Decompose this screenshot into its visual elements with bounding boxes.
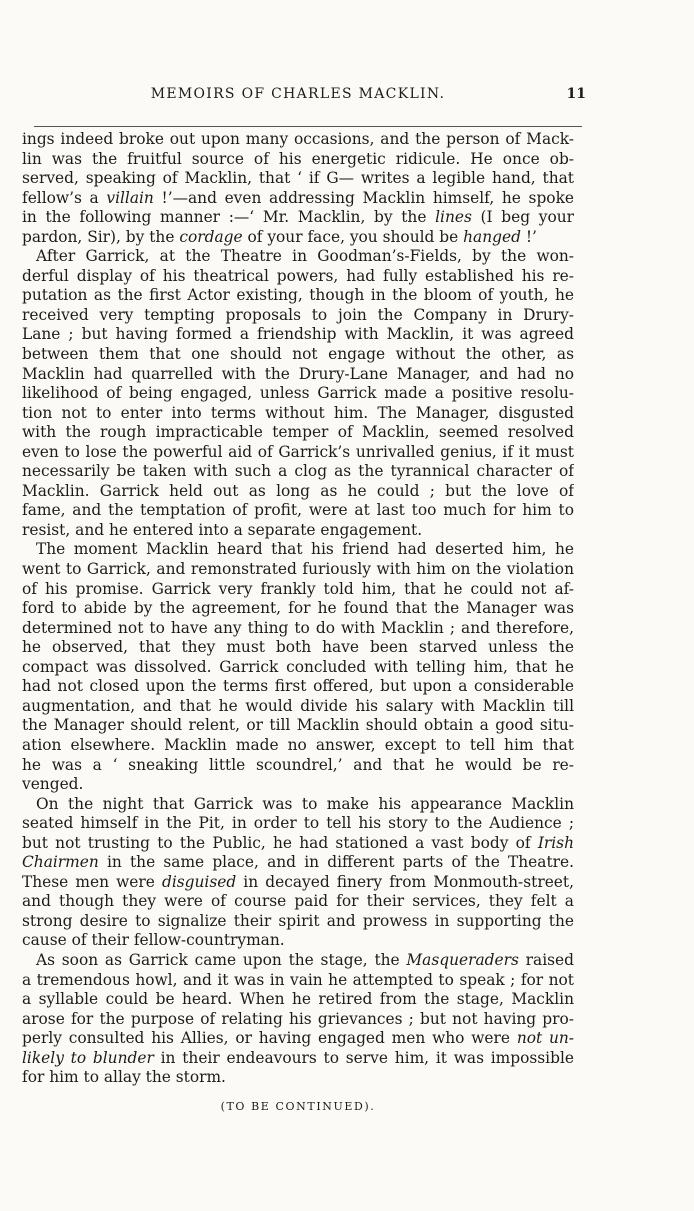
text-line	[22, 697, 574, 717]
text-span: raised	[518, 950, 574, 969]
text-line	[22, 599, 574, 619]
text-span: pardon, Sir), by the	[22, 227, 180, 246]
text-line	[22, 1068, 574, 1088]
text-line	[22, 834, 574, 854]
text-span: went to Garrick, and remonstrated furiously with him on the violation	[22, 560, 574, 579]
text-span: in decayed finery from Monmouth-street,	[236, 872, 574, 891]
text-line	[22, 619, 574, 639]
text-span: he was a ‘ sneaking little scoundrel,’ and that he would be re-	[22, 755, 574, 774]
text-line	[22, 345, 574, 365]
text-line	[22, 443, 574, 463]
text-span: venged.	[22, 775, 84, 794]
italic-span: Irish	[537, 833, 574, 852]
text-line	[22, 130, 574, 150]
text-span: determined not to have any thing to do with Macklin ; and therefore,	[22, 618, 574, 637]
text-span: perly consulted his Allies, or having engaged men who were	[22, 1029, 517, 1048]
text-line	[22, 971, 574, 991]
italic-span: Chairmen	[22, 853, 99, 872]
text-span: putation as the first Actor existing, though in the bloom of youth, he	[22, 286, 574, 305]
italic-span: cordage	[179, 227, 243, 246]
text-span: derful display of his theatrical powers, had fully established his re-	[22, 266, 574, 285]
text-line	[22, 580, 574, 600]
text-span: Macklin. Garrick held out as long as he could ; but the love of	[22, 481, 574, 500]
header-rule	[34, 126, 582, 127]
text-span: ford to abide by the agreement, for he found that the Manager was	[22, 599, 574, 618]
text-span: a tremendous howl, and it was in vain he attempted to speak ; for not	[22, 970, 574, 989]
text-line	[22, 521, 574, 541]
text-line	[22, 189, 574, 209]
italic-span: likely to blunder	[22, 1048, 154, 1067]
text-span: The moment Macklin heard that his friend had deserted him, he	[36, 540, 574, 559]
text-line	[22, 365, 574, 385]
text-line	[22, 325, 574, 345]
text-line	[22, 756, 574, 776]
text-line	[22, 267, 574, 287]
text-line	[22, 1029, 574, 1049]
text-span: seated himself in the Pit, in order to tell his story to the Audience ;	[22, 814, 574, 833]
text-line	[22, 1049, 574, 1069]
page-number: 11	[566, 86, 586, 102]
text-span: even to lose the powerful aid of Garrick’s unrivalled genius, if it must	[22, 442, 574, 461]
text-span: in the same place, and in different parts of the Theatre.	[98, 853, 574, 872]
text-line	[22, 150, 574, 170]
text-line	[22, 873, 574, 893]
text-span: tion not to enter into terms without him. The Manager, disgusted	[22, 403, 574, 422]
text-line	[22, 677, 574, 697]
text-span: After Garrick, at the Theatre in Goodman’s-Fields, by the won-	[36, 247, 574, 266]
italic-span: villain	[106, 188, 154, 207]
text-span: (I beg your	[471, 208, 574, 227]
page-header	[22, 86, 586, 108]
text-span: These men were	[22, 872, 162, 891]
italic-span: disguised	[161, 872, 237, 891]
text-line	[22, 736, 574, 756]
text-line	[22, 540, 574, 560]
text-line	[22, 775, 574, 795]
text-span: As soon as Garrick came upon the stage, the	[36, 950, 407, 969]
text-span: lin was the fruitful source of his energetic ridicule. He once ob-	[22, 149, 574, 168]
text-line	[22, 853, 574, 873]
text-span: ation elsewhere. Macklin made no answer, except to tell him that	[22, 735, 574, 754]
text-span: resist, and he entered into a separate engagement.	[22, 520, 423, 539]
text-line	[22, 228, 574, 248]
text-span: On the night that Garrick was to make his appearance Macklin	[36, 794, 574, 813]
text-span: in their endeavours to serve him, it was impossible	[153, 1048, 574, 1067]
text-span: in the following manner :—‘ Mr. Macklin, by the	[22, 208, 436, 227]
text-span: between them that one should not engage without the other, as	[22, 345, 574, 364]
text-span: and though they were of course paid for their services, they felt a	[22, 892, 574, 911]
text-span: fame, and the temptation of profit, were at last too much for him to	[22, 501, 574, 520]
text-span: but not trusting to the Public, he had stationed a vast body of	[22, 833, 538, 852]
text-line	[22, 247, 574, 267]
continued-note: (TO BE CONTINUED).	[220, 1100, 376, 1113]
text-line	[22, 912, 574, 932]
text-span: with the rough impracticable temper of Macklin, seemed resolved	[22, 423, 574, 442]
text-span: augmentation, and that he would divide his salary with Macklin till	[22, 696, 574, 715]
text-line	[22, 814, 574, 834]
text-span: served, speaking of Macklin, that ‘ if G— writes a legible hand, that	[22, 169, 574, 188]
running-title: MEMOIRS OF CHARLES MACKLIN.	[150, 86, 446, 102]
text-span: had not closed upon the terms first offered, but upon a considerable	[22, 677, 574, 696]
text-span: ings indeed broke out upon many occasions, and the person of Mack-	[22, 130, 574, 148]
text-span: of your face, you should be	[242, 227, 464, 246]
text-line	[22, 423, 574, 443]
text-line	[22, 462, 574, 482]
text-span: Macklin had quarrelled with the Drury-Lane Manager, and had no	[22, 364, 574, 383]
text-span: compact was dissolved. Garrick concluded with telling him, that he	[22, 657, 574, 676]
text-line	[22, 482, 574, 502]
text-line	[22, 501, 574, 521]
text-line	[22, 931, 574, 951]
text-span: a syllable could be heard. When he retired from the stage, Macklin	[22, 990, 574, 1009]
text-line	[22, 306, 574, 326]
text-span: !’	[520, 227, 537, 246]
text-span: cause of their fellow-countryman.	[22, 931, 285, 950]
text-span: likelihood of being engaged, unless Garrick made a positive resolu-	[22, 384, 574, 403]
text-line	[22, 560, 574, 580]
text-span: necessarily be taken with such a clog as the tyrannical character of	[22, 462, 574, 481]
text-line	[22, 638, 574, 658]
text-line	[22, 208, 574, 228]
italic-span: lines	[435, 208, 472, 227]
text-line	[22, 169, 574, 189]
italic-span: not un-	[516, 1029, 574, 1048]
italic-span: Masqueraders	[406, 950, 519, 969]
text-span: arose for the purpose of relating his grievances ; but not having pro-	[22, 1009, 574, 1028]
text-line	[22, 384, 574, 404]
text-line	[22, 892, 574, 912]
text-span: the Manager should relent, or till Macklin should obtain a good situ-	[22, 716, 574, 735]
text-line	[22, 286, 574, 306]
text-line	[22, 658, 574, 678]
text-span: he observed, that they must both have been starved unless the	[22, 638, 574, 657]
text-line	[22, 716, 574, 736]
text-line	[22, 1010, 574, 1030]
text-span: fellow’s a	[22, 188, 107, 207]
text-line	[22, 795, 574, 815]
text-span: !’—and even addressing Macklin himself, he spoke	[153, 188, 574, 207]
text-span: Lane ; but having formed a friendship with Macklin, it was agreed	[22, 325, 574, 344]
text-span: strong desire to signalize their spirit and prowess in supporting the	[22, 911, 574, 930]
text-span: for him to allay the storm.	[22, 1068, 226, 1087]
text-line	[22, 990, 574, 1010]
text-span: received very tempting proposals to join the Company in Drury-	[22, 305, 574, 324]
text-span: of his promise. Garrick very frankly told him, that he could not af-	[22, 579, 574, 598]
italic-span: hanged	[463, 227, 521, 246]
text-line	[22, 404, 574, 424]
body-text	[22, 130, 574, 1088]
text-line	[22, 951, 574, 971]
